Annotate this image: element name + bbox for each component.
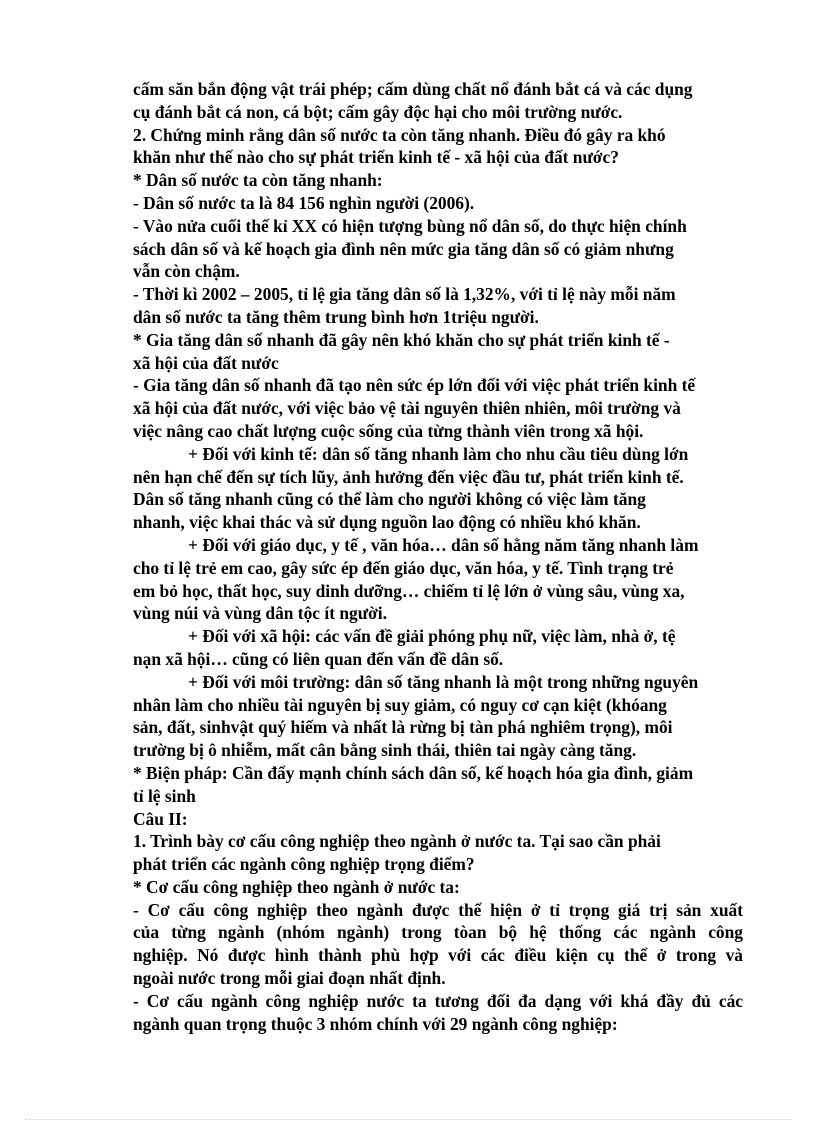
question-heading: 2. Chứng minh rằng dân số nước ta còn tăng nhanh. Điều đó gây ra khó xyxy=(133,124,666,145)
text-line: em bỏ học, thất học, suy dinh dưỡng… chiếm tỉ lệ lớn ở vùng sâu, vùng xa, xyxy=(133,580,685,601)
text-line: việc nâng cao chất lượng cuộc sống của từng thành viên trong xã hội. xyxy=(133,420,644,441)
page-bottom-divider xyxy=(25,1119,791,1120)
text-line: nên hạn chế đến sự tích lũy, ảnh hưởng đến việc đầu tư, phát triển kinh tế. xyxy=(133,466,684,487)
question-heading: 1. Trình bày cơ cấu công nghiệp theo ngành ở nước ta. Tại sao cần phải xyxy=(133,831,661,852)
text-line: tỉ lệ sinh xyxy=(133,785,196,806)
text-line: nhanh, việc khai thác và sử dụng nguồn lao động có nhiều khó khăn. xyxy=(133,512,641,533)
text-line: cho tỉ lệ trẻ em cao, gây sức ép đến giáo dục, văn hóa, y tế. Tình trạng trẻ xyxy=(133,557,674,578)
section-heading: * Gia tăng dân số nhanh đã gây nên khó khăn cho sự phát triển kinh tế - xyxy=(133,329,670,350)
section-heading: * Biện pháp: Cần đẩy mạnh chính sách dân số, kế hoạch hóa gia đình, giảm xyxy=(133,762,694,783)
bullet-society: + Đối với xã hội: các vấn đề giải phóng phụ nữ, việc làm, nhà ở, tệ xyxy=(188,626,676,647)
text-line: của từng ngành (nhóm ngành) trong tòan bộ hệ thống các ngành công xyxy=(133,922,743,943)
bullet-environment: + Đối với môi trường: dân số tăng nhanh là một trong những nguyên xyxy=(188,671,699,692)
text-line: ngành quan trọng thuộc 3 nhóm chính với 29 ngành công nghiệp: xyxy=(133,1013,618,1034)
text-line: - Dân số nước ta là 84 156 nghìn người (2006). xyxy=(133,192,475,213)
text-line: sách dân số và kế hoạch gia đình nên mức gia tăng dân số có giảm nhưng xyxy=(133,238,674,259)
text-line: - Cơ cấu công nghiệp theo ngành được thể hiện ở tỉ trọng giá trị sản xuất xyxy=(133,899,743,920)
text-line: cụ đánh bắt cá non, cá bột; cấm gây độc hại cho môi trường nước. xyxy=(133,101,623,122)
section-heading: xã hội của đất nước xyxy=(133,352,279,373)
document-page xyxy=(133,78,743,1035)
text-line: ngoài nước trong mỗi giai đoạn nhất định. xyxy=(133,968,446,989)
bullet-economy: + Đối với kinh tế: dân số tăng nhanh làm cho nhu cầu tiêu dùng lớn xyxy=(188,443,689,464)
text-line: - Gia tăng dân số nhanh đã tạo nên sức ép lớn đối với việc phát triển kinh tế xyxy=(133,375,696,396)
text-line: nghiệp. Nó được hình thành phù hợp với các điều kiện cụ thể ở trong và xyxy=(133,945,743,966)
section-heading: * Dân số nước ta còn tăng nhanh: xyxy=(133,170,383,191)
chapter-heading: Câu II: xyxy=(133,808,188,829)
text-line: dân số nước ta tăng thêm trung bình hơn 1triệu người. xyxy=(133,306,539,327)
text-line: xã hội của đất nước, với việc bảo vệ tài nguyên thiên nhiên, môi trường và xyxy=(133,398,681,419)
text-line: nạn xã hội… cũng có liên quan đến vấn đề dân số. xyxy=(133,648,504,669)
text-line: sản, đất, sinhvật quý hiếm và nhất là rừng bị tàn phá nghiêm trọng), môi xyxy=(133,717,673,738)
text-line: cấm săn bắn động vật trái phép; cấm dùng chất nổ đánh bắt cá và các dụng xyxy=(133,79,693,99)
text-line: - Cơ cấu ngành công nghiệp nước ta tương đối đa dạng với khá đầy đủ các xyxy=(133,990,743,1011)
text-line: nhân làm cho nhiều tài nguyên bị suy giảm, có nguy cơ cạn kiệt (khóang xyxy=(133,694,667,715)
section-heading: * Cơ cấu công nghiệp theo ngành ở nước ta: xyxy=(133,876,460,897)
text-line: trường bị ô nhiễm, mất cân bằng sinh thái, thiên tai ngày càng tăng. xyxy=(133,740,637,761)
question-heading: phát triển các ngành công nghiệp trọng điểm? xyxy=(133,854,475,875)
text-line: - Vào nửa cuối thế kỉ XX có hiện tượng bùng nổ dân số, do thực hiện chính xyxy=(133,215,687,236)
text-line: vẫn còn chậm. xyxy=(133,261,240,282)
text-line: vùng núi và vùng dân tộc ít người. xyxy=(133,603,387,624)
text-line: Dân số tăng nhanh cũng có thể làm cho người không có việc làm tăng xyxy=(133,489,646,510)
question-heading: khăn như thế nào cho sự phát triển kinh tế - xã hội của đất nước? xyxy=(133,147,619,168)
bullet-education: + Đối với giáo dục, y tế , văn hóa… dân số hằng năm tăng nhanh làm xyxy=(188,534,699,555)
text-line: - Thời kì 2002 – 2005, tỉ lệ gia tăng dân số là 1,32%, với tỉ lệ này mỗi năm xyxy=(133,284,676,305)
